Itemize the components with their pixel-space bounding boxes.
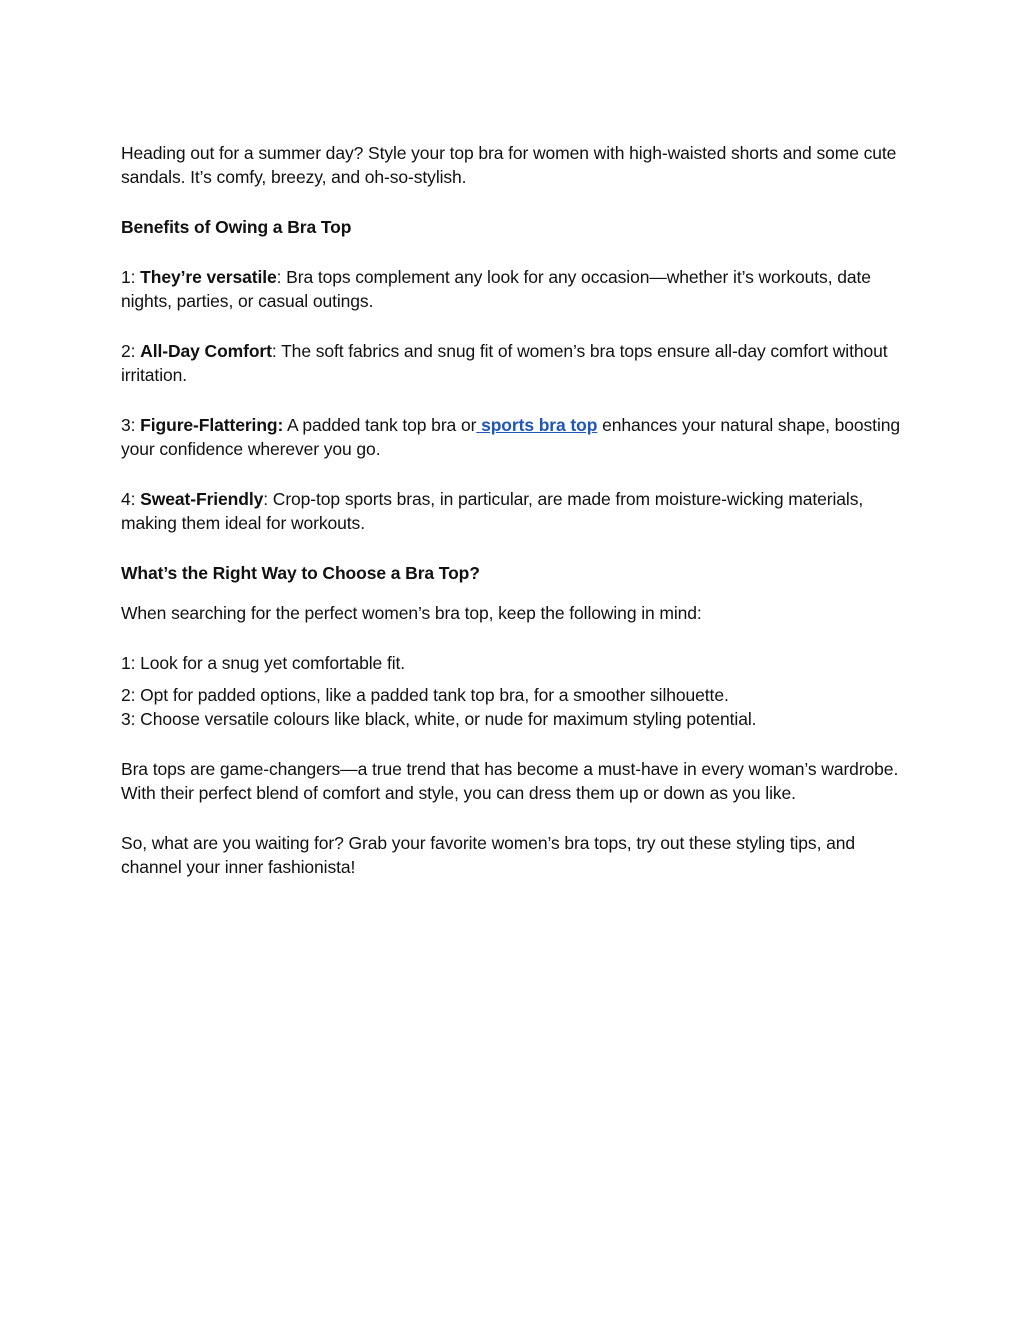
benefit-title: Figure-Flattering:: [140, 415, 284, 435]
choose-heading: What’s the Right Way to Choose a Bra Top?: [121, 563, 480, 583]
intro-paragraph: Heading out for a summer day? Style your top bra for women with high-waisted shorts and some cute sandals. It’s comfy, breezy, and oh-so-stylish.: [121, 143, 897, 187]
benefit-item-2: [121, 339, 911, 387]
sports-bra-top-link[interactable]: sports bra top: [476, 415, 598, 435]
benefit-number: 1:: [121, 267, 141, 287]
benefit-text-before-link: A padded tank top bra or: [287, 415, 477, 435]
document-body: [121, 141, 911, 879]
tip-item-2: 2: Opt for padded options, like a padded tank top bra, for a smoother silhouette.: [121, 685, 729, 705]
benefit-number: 4:: [121, 489, 141, 509]
tip-item-3: 3: Choose versatile colours like black, white, or nude for maximum styling potential.: [121, 709, 757, 729]
benefit-item-3: [121, 413, 911, 461]
benefit-item-4: [121, 487, 911, 535]
benefit-separator: :: [263, 489, 273, 509]
choose-intro: When searching for the perfect women’s bra top, keep the following in mind:: [121, 603, 702, 623]
tip-item-1: 1: Look for a snug yet comfortable fit.: [121, 653, 406, 673]
benefit-title: They’re versatile: [140, 267, 277, 287]
benefit-title: All-Day Comfort: [140, 341, 272, 361]
closing-paragraph-1: Bra tops are game-changers—a true trend that has become a must-have in every woman’s wardrobe. With their perfect blend of comfort and style, you can dress them up or down as you like.: [121, 759, 899, 803]
benefit-number: 3:: [121, 415, 141, 435]
benefit-text: The soft fabrics and snug fit of women’s bra tops ensure all-day comfort without irritation.: [121, 341, 888, 385]
benefit-text: Crop-top sports bras, in particular, are made from moisture-wicking materials, making them ideal for workouts.: [121, 489, 864, 533]
benefit-item-1: [121, 265, 911, 313]
benefit-text-after-link: enhances your natural shape, boosting your confidence wherever you go.: [121, 415, 900, 459]
benefit-separator: :: [276, 267, 287, 287]
benefits-heading: Benefits of Owing a Bra Top: [121, 217, 352, 237]
benefit-title: Sweat-Friendly: [140, 489, 264, 509]
benefit-text: Bra tops complement any look for any occasion—whether it’s workouts, date nights, parties, or casual outings.: [121, 267, 871, 311]
benefit-separator: :: [271, 341, 282, 361]
benefit-number: 2:: [121, 341, 141, 361]
closing-paragraph-2: So, what are you waiting for? Grab your favorite women’s bra tops, try out these styling tips, and channel your inner fashionista!: [121, 833, 856, 877]
